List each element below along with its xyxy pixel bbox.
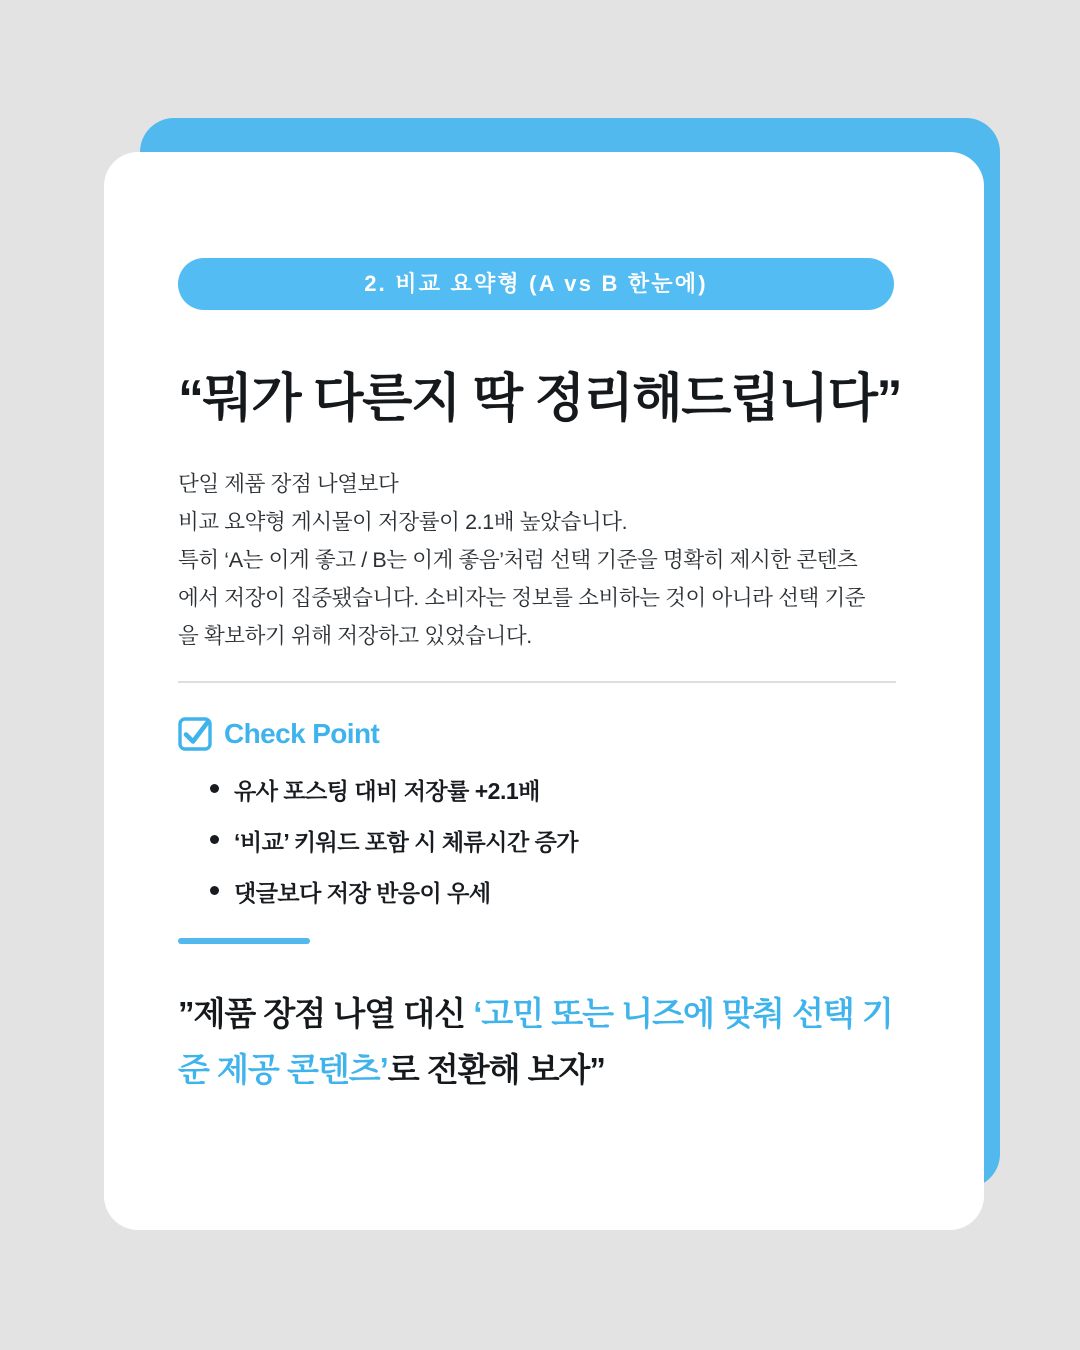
body-line: 에서 저장이 집중됐습니다. 소비자는 정보를 소비하는 것이 아니라 선택 기준 bbox=[178, 586, 866, 610]
body-copy bbox=[178, 465, 938, 655]
check-point-header bbox=[178, 717, 910, 751]
page-title: “뭐가 다른지 딱 정리해드립니다” bbox=[178, 370, 902, 428]
closing-highlight-2: 기준 제공 콘텐츠’ bbox=[178, 995, 893, 1088]
slide-content bbox=[178, 258, 910, 1098]
divider bbox=[178, 681, 896, 683]
list-item: 유사 포스팅 대비 저장률 +2.1배 bbox=[234, 773, 910, 806]
closing-statement bbox=[178, 986, 923, 1098]
closing-lead: ”제품 장점 나열 대신 bbox=[178, 995, 474, 1032]
body-line: 비교 요약형 게시물이 저장률이 2.1배 높았습니다. bbox=[178, 510, 628, 534]
check-point-title: Check Point bbox=[224, 718, 380, 749]
checkbox-checked-icon bbox=[178, 717, 212, 751]
closing-highlight-1: ‘고민 또는 니즈에 맞춰 선택 bbox=[473, 995, 854, 1032]
closing-tail: 로 전환해 보자” bbox=[387, 1051, 605, 1088]
list-item: ‘비교’ 키워드 포함 시 체류시간 증가 bbox=[234, 824, 910, 857]
body-line: 단일 제품 장점 나열보다 bbox=[178, 472, 399, 496]
check-point-list bbox=[178, 773, 910, 908]
body-line: 을 확보하기 위해 저장하고 있었습니다. bbox=[178, 624, 532, 648]
body-line: 특히 ‘A는 이게 좋고 / B는 이게 좋음’처럼 선택 기준을 명확히 제시한 콘텐츠 bbox=[178, 548, 858, 572]
accent-divider bbox=[178, 938, 310, 944]
section-badge: 2. 비교 요약형 (A vs B 한눈에) bbox=[178, 258, 894, 310]
list-item: 댓글보다 저장 반응이 우세 bbox=[234, 875, 910, 908]
